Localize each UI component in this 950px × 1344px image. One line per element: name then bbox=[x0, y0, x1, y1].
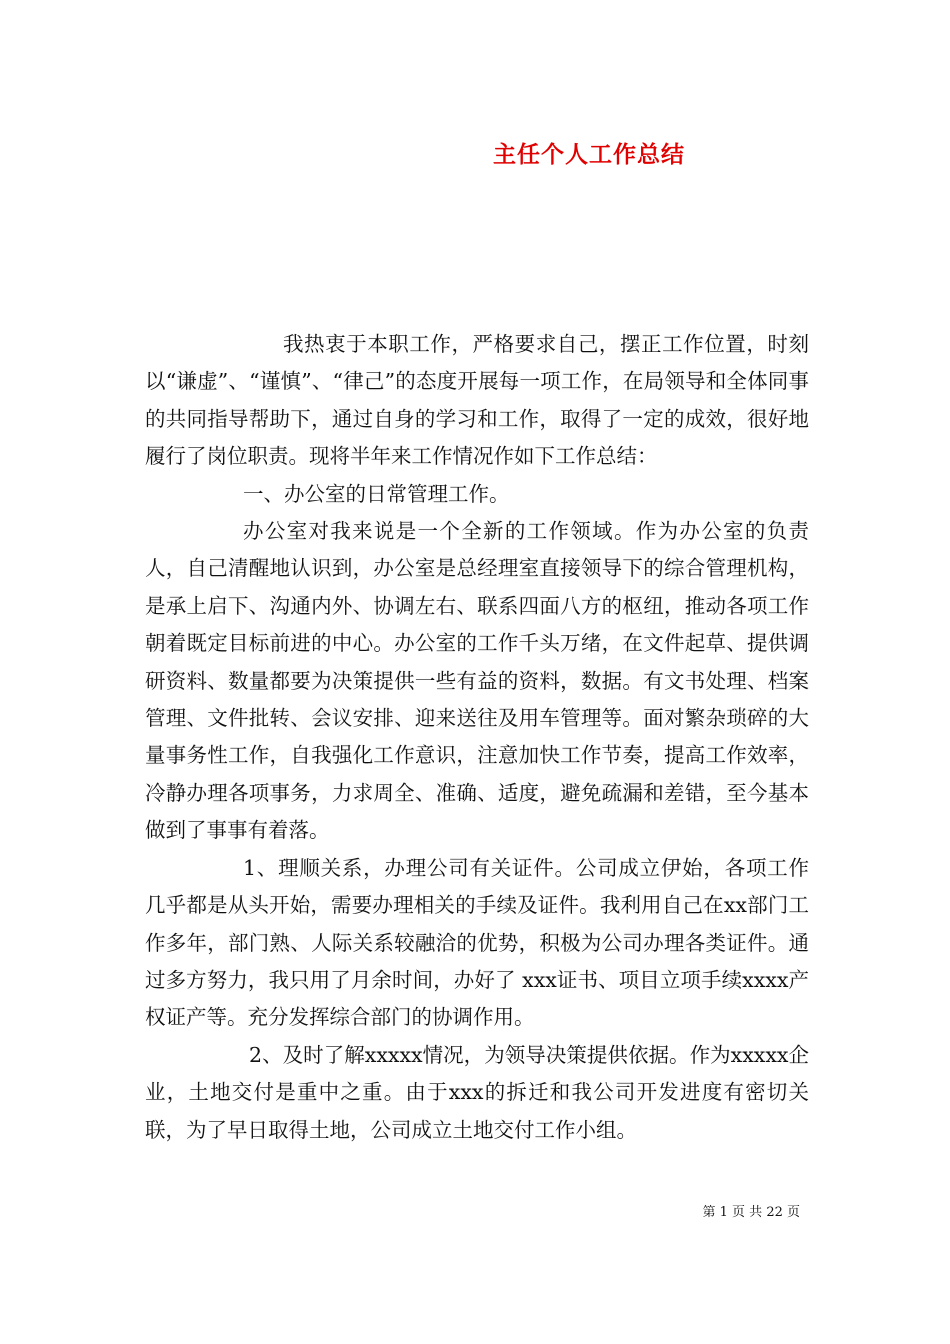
paragraph-item-2: 2、及时了解xxxxx情况，为领导决策提供依据。作为xxxxx企业，土地交付是重中之重。由于xxx的拆迁和我公司开发进度有密切关联，为了早日取得土地，公司成立土地交付工作小组。 bbox=[145, 1042, 809, 1142]
section-heading-1: 一、办公室的日常管理工作。 bbox=[243, 481, 510, 506]
document-title: 主任个人工作总结 bbox=[493, 141, 685, 168]
paragraph-intro: 我热衷于本职工作，严格要求自己，摆正工作位置，时刻以“谦虚”、“谨慎”、“律己”的态度开展每一项工作，在局领导和全体同事的共同指导帮助下，通过自身的学习和工作，取得了一定的成效，很好地履行了岗位职责。现将半年来工作情况作如下工作总结： bbox=[145, 332, 809, 469]
document-body bbox=[145, 326, 809, 1149]
page-number-footer: 第 1 页 共 22 页 bbox=[702, 1205, 800, 1220]
paragraph-office-work: 办公室对我来说是一个全新的工作领域。作为办公室的负责人，自己清醒地认识到，办公室是总经理室直接领导下的综合管理机构，是承上启下、沟通内外、协调左右、联系四面八方的枢纽，推动各项工作朝着既定目标前进的中心。办公室的工作千头万绪，在文件起草、提供调研资料、数量都要为决策提供一些有益的资料，数据。有文书处理、档案管理、文件批转、会议安排、迎来送往及用车管理等。面对繁杂琐碎的大量事务性工作，自我强化工作意识，注意加快工作节奏，提高工作效率，冷静办理各项事务，力求周全、准确、适度，避免疏漏和差错，至今基本做到了事事有着落。 bbox=[145, 519, 809, 843]
paragraph-item-1: 1、理顺关系，办理公司有关证件。公司成立伊始，各项工作几乎都是从头开始，需要办理相关的手续及证件。我利用自己在xx部门工作多年，部门熟、人际关系较融洽的优势，积极为公司办理各类证件。通过多方努力，我只用了月余时间，办好了 xxx证书、项目立项手续xxxx产权证产等。充分发挥综合部门的协调作用。 bbox=[145, 855, 809, 1030]
